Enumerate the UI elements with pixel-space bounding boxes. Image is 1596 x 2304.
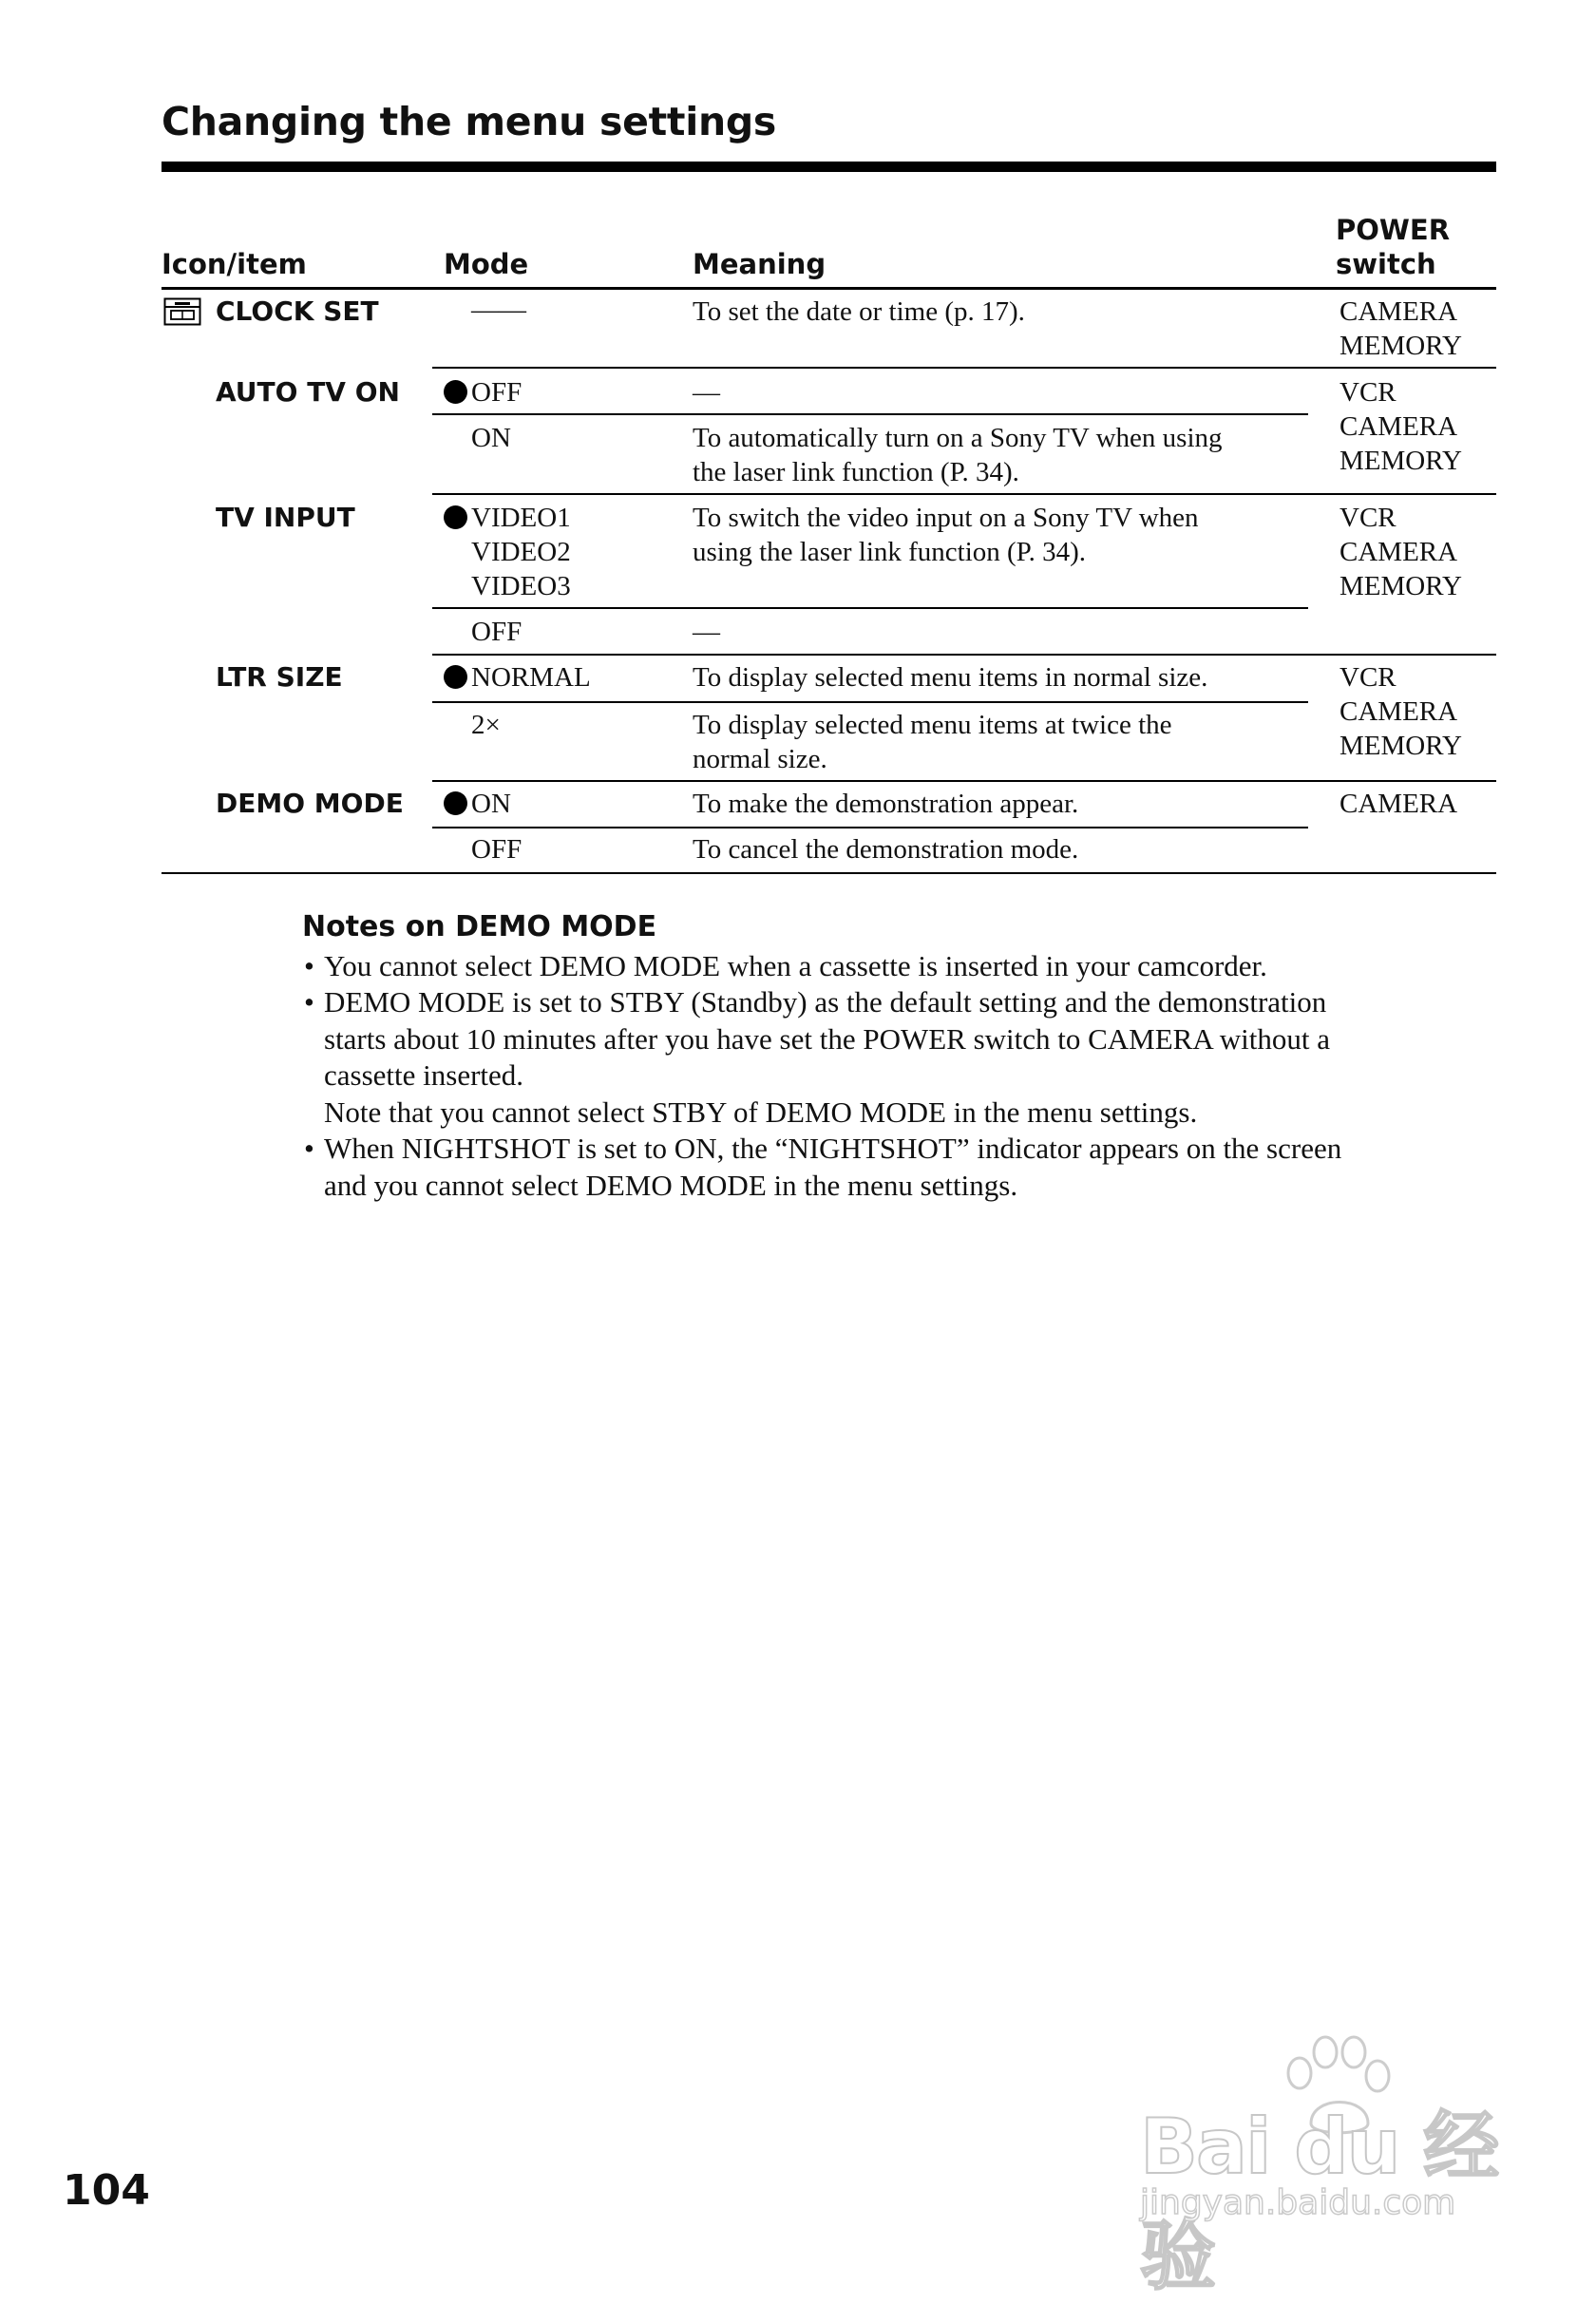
power-value: CAMERA xyxy=(1340,696,1458,727)
note-line: You cannot select DEMO MODE when a cassette is inserted in your camcorder. xyxy=(324,949,1267,982)
mode-divider xyxy=(432,607,1308,609)
mode-label: VIDEO2 xyxy=(471,537,571,567)
meaning-tv-input-off: — xyxy=(693,617,720,647)
mode-tv-input-video xyxy=(444,501,571,603)
bullet: • xyxy=(304,985,314,1019)
mode-demo-on xyxy=(444,787,511,821)
meaning-line: the laser link function (P. 34). xyxy=(693,457,1019,487)
mode-divider xyxy=(432,701,1308,703)
meaning-demo-on: To make the demonstration appear. xyxy=(693,789,1079,819)
mode-ltr-normal xyxy=(444,660,591,695)
mode-label: 2× xyxy=(471,710,501,740)
power-value: MEMORY xyxy=(1340,446,1462,476)
item-demo-mode: DEMO MODE xyxy=(216,788,404,819)
mode-label: VIDEO1 xyxy=(471,503,571,533)
mode-label: OFF xyxy=(471,834,522,865)
note-item xyxy=(304,948,1501,985)
meaning-line: To display selected menu items at twice the xyxy=(693,710,1172,740)
default-setting-dot-icon xyxy=(444,665,467,689)
mode-label: ON xyxy=(471,789,511,819)
mode-label: NORMAL xyxy=(471,662,591,693)
page-title: Changing the menu settings xyxy=(162,99,776,144)
meaning-auto-tv-off: — xyxy=(693,377,720,408)
power-auto-tv-on xyxy=(1340,375,1462,478)
power-tv-input xyxy=(1340,501,1462,603)
power-value: CAMERA xyxy=(1340,411,1458,442)
header-mode: Mode xyxy=(444,248,529,280)
bullet: • xyxy=(304,1132,314,1165)
item-tv-input: TV INPUT xyxy=(216,502,355,533)
power-clock-set xyxy=(1340,295,1462,363)
power-ltr-size xyxy=(1340,660,1462,763)
meaning-line: using the laser link function (P. 34). xyxy=(693,537,1087,567)
meaning-ltr-2x xyxy=(693,708,1172,776)
calendar-clock-icon xyxy=(163,297,201,326)
mode-clock-set: —— xyxy=(471,295,526,325)
default-setting-dot-icon xyxy=(444,791,467,815)
item-auto-tv-on: AUTO TV ON xyxy=(216,376,400,408)
table-bottom-rule xyxy=(162,872,1496,874)
mode-divider xyxy=(432,827,1308,828)
power-demo-mode xyxy=(1340,787,1457,821)
row-divider xyxy=(432,780,1496,782)
note-continuation: Note that you cannot select STBY of DEMO MODE in the menu settings. xyxy=(324,1095,1198,1129)
note-line: cassette inserted. xyxy=(324,1058,524,1092)
page-number: 104 xyxy=(63,2166,150,2215)
meaning-line: To switch the video input on a Sony TV when xyxy=(693,503,1199,533)
header-power-line1: POWER xyxy=(1336,214,1451,246)
baidu-jingyan-watermark xyxy=(1121,2033,1520,2300)
note-line: When NIGHTSHOT is set to ON, the “NIGHTSHOT” indicator appears on the screen xyxy=(324,1132,1342,1165)
default-setting-dot-icon xyxy=(444,505,467,529)
mode-divider xyxy=(432,413,1308,415)
power-value: CAMERA xyxy=(1340,789,1458,819)
mode-auto-tv-off xyxy=(444,375,522,409)
power-value: VCR xyxy=(1340,503,1396,533)
power-value: CAMERA xyxy=(1340,296,1458,327)
mode-ltr-2x xyxy=(444,708,501,742)
header-meaning: Meaning xyxy=(693,248,826,280)
note-item xyxy=(304,1131,1501,1204)
notes-title: Notes on DEMO MODE xyxy=(302,910,657,943)
row-divider xyxy=(432,367,1496,369)
power-value: CAMERA xyxy=(1340,537,1458,567)
mode-label: OFF xyxy=(471,617,522,647)
item-clock-set: CLOCK SET xyxy=(216,295,379,327)
header-power-switch xyxy=(1336,213,1450,281)
header-power-line2: switch xyxy=(1336,248,1436,280)
note-line: starts about 10 minutes after you have set the POWER switch to CAMERA without a xyxy=(324,1021,1331,1056)
mode-label: ON xyxy=(471,423,511,453)
mode-label: VIDEO3 xyxy=(471,571,571,601)
meaning-ltr-normal: To display selected menu items in normal size. xyxy=(693,662,1208,693)
mode-auto-tv-on xyxy=(444,421,511,455)
meaning-tv-input-video xyxy=(693,501,1199,569)
meaning-line: To automatically turn on a Sony TV when using xyxy=(693,423,1223,453)
meaning-auto-tv-on xyxy=(693,421,1223,489)
mode-tv-input-off xyxy=(444,615,522,649)
default-setting-dot-icon xyxy=(444,380,467,404)
power-value: MEMORY xyxy=(1340,331,1462,361)
meaning-clock-set: To set the date or time (p. 17). xyxy=(693,296,1025,327)
bullet: • xyxy=(304,949,314,982)
note-item xyxy=(304,984,1501,1095)
note-line: and you cannot select DEMO MODE in the menu settings. xyxy=(324,1168,1018,1202)
power-value: MEMORY xyxy=(1340,571,1462,601)
row-divider xyxy=(432,493,1496,495)
watermark-brand: Bai du 经验 xyxy=(1140,2103,1498,2300)
power-value: VCR xyxy=(1340,662,1396,693)
watermark-url: jingyan.baidu.com xyxy=(1140,2183,1456,2222)
mode-label: OFF xyxy=(471,377,522,408)
item-ltr-size: LTR SIZE xyxy=(216,661,343,693)
power-value: VCR xyxy=(1340,377,1396,408)
power-value: MEMORY xyxy=(1340,731,1462,761)
note-line: DEMO MODE is set to STBY (Standby) as the default setting and the demonstration xyxy=(324,985,1327,1019)
meaning-line: normal size. xyxy=(693,744,827,774)
title-rule xyxy=(162,162,1496,172)
header-icon-item: Icon/item xyxy=(162,248,307,280)
row-divider xyxy=(432,654,1496,656)
meaning-demo-off: To cancel the demonstration mode. xyxy=(693,834,1079,865)
mode-demo-off xyxy=(444,832,522,866)
table-header-rule xyxy=(162,287,1496,290)
